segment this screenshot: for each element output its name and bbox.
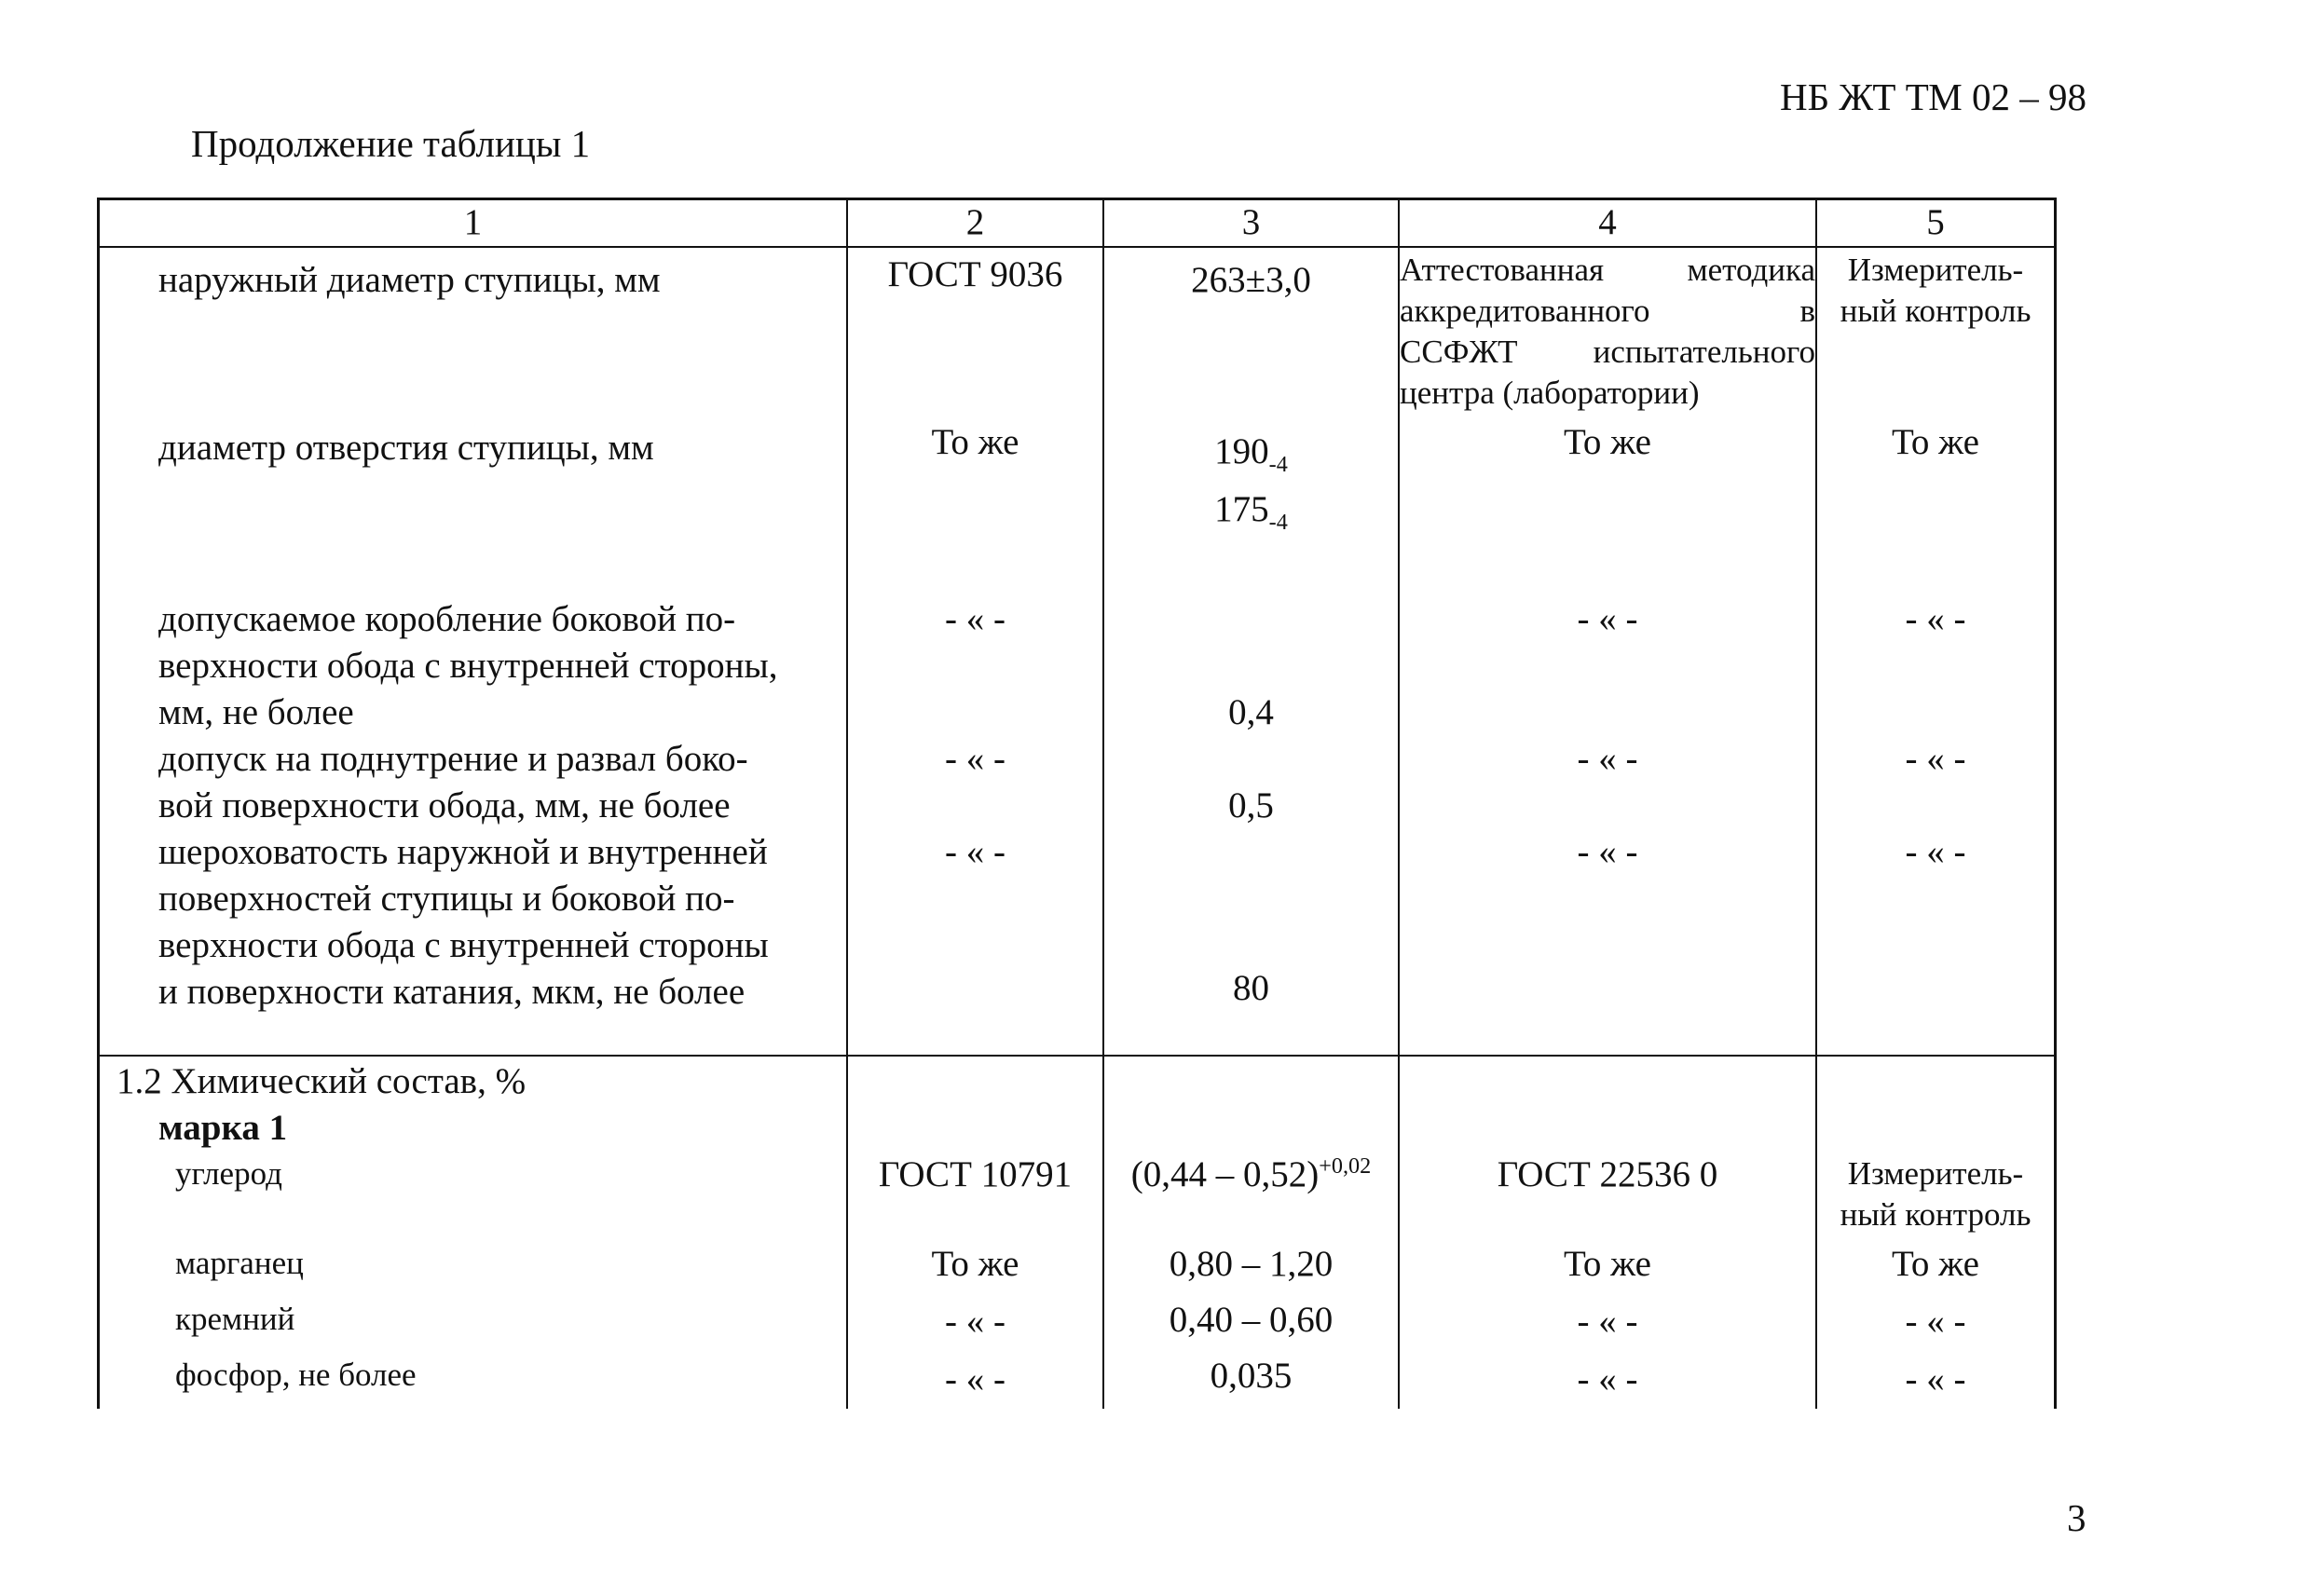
element-phosphorus: фосфор, не более [175, 1357, 417, 1393]
page-number: 3 [2067, 1496, 2086, 1539]
standard-outer-hub-diameter: ГОСТ 9036 [887, 254, 1063, 294]
standard-phosphorus: - « - [945, 1359, 1006, 1399]
value-carbon: (0,44 – 0,52)$^{+0,02}$ [1130, 1153, 1372, 1194]
value-hub-bore-diameter-2: $175_{-4}$ [1214, 489, 1288, 535]
control-rim-undercut: - « - [1905, 739, 1966, 779]
value-phosphorus: 0,035 [1210, 1356, 1293, 1396]
standard-hub-bore-diameter: То же [931, 422, 1019, 462]
method-hub-bore-diameter: То же [1564, 422, 1651, 462]
method-rim-warping: - « - [1577, 599, 1638, 639]
value-silicon: 0,40 – 0,60 [1169, 1300, 1334, 1340]
control-hub-bore-diameter: То же [1892, 422, 1979, 462]
method-manganese: То же [1564, 1244, 1651, 1284]
method-phosphorus: - « - [1577, 1359, 1638, 1399]
value-manganese: 0,80 – 1,20 [1169, 1244, 1334, 1284]
param-surface-roughness: шероховатость наружной и внутренней поверхностей ступицы и боковой по- верхности обода с внутренней стороны и поверхности катания, мкм, не более [158, 832, 769, 1012]
control-silicon: - « - [1905, 1302, 1966, 1342]
control-phosphorus: - « - [1905, 1359, 1966, 1399]
section-chemical-composition: 1.2 Химический состав, % [116, 1061, 527, 1101]
value-rim-warping: 0,4 [1228, 692, 1274, 732]
value-rim-undercut: 0,5 [1228, 785, 1274, 825]
method-silicon: - « - [1577, 1302, 1638, 1342]
method-surface-roughness: - « - [1577, 832, 1638, 872]
method-rim-undercut: - « - [1577, 739, 1638, 779]
control-rim-warping: - « - [1905, 599, 1966, 639]
value-surface-roughness: 80 [1233, 968, 1269, 1008]
element-manganese: марганец [175, 1245, 304, 1281]
standard-surface-roughness: - « - [945, 832, 1006, 872]
standard-rim-warping: - « - [945, 599, 1006, 639]
grade-label: марка 1 [158, 1108, 288, 1148]
column-header-3: 3 [1241, 202, 1261, 242]
standard-rim-undercut: - « - [945, 739, 1006, 779]
element-carbon: углерод [175, 1155, 282, 1192]
document-code: НБ ЖТ ТМ 02 – 98 [1780, 75, 2086, 118]
control-manganese: То же [1892, 1244, 1979, 1284]
param-hub-bore-diameter: диаметр отверстия ступицы, мм [158, 428, 654, 468]
value-outer-hub-diameter: 263±3,0 [1191, 260, 1311, 300]
column-header-1: 1 [463, 202, 483, 242]
value-hub-bore-diameter-1: $190_{-4}$ [1214, 431, 1288, 477]
control-surface-roughness: - « - [1905, 832, 1966, 872]
standard-silicon: - « - [945, 1302, 1006, 1342]
param-outer-hub-diameter: наружный диаметр ступицы, мм [158, 260, 661, 300]
table-caption: Продолжение таблицы 1 [191, 122, 591, 165]
element-silicon: кремний [175, 1301, 295, 1337]
standard-manganese: То же [931, 1244, 1019, 1284]
control-outer-hub-diameter: Измеритель- ный контроль [1840, 252, 2032, 329]
column-header-5: 5 [1926, 202, 1945, 242]
column-header-2: 2 [965, 202, 985, 242]
param-rim-warping: допускаемое коробление боковой по- верхности обода с внутренней стороны, мм, не более [158, 599, 778, 732]
standard-carbon: ГОСТ 10791 [878, 1154, 1073, 1194]
param-rim-undercut: допуск на поднутрение и развал боко- вой поверхности обода, мм, не более [158, 739, 748, 825]
method-carbon: ГОСТ 22536 0 [1497, 1154, 1718, 1194]
column-header-4: 4 [1598, 202, 1617, 242]
control-carbon: Измеритель- ный контроль [1840, 1155, 2032, 1233]
method-outer-hub-diameter: Аттестованная методика аккредитованного в ССФЖТ испытательного центра (лаборатории) [1400, 252, 1815, 411]
